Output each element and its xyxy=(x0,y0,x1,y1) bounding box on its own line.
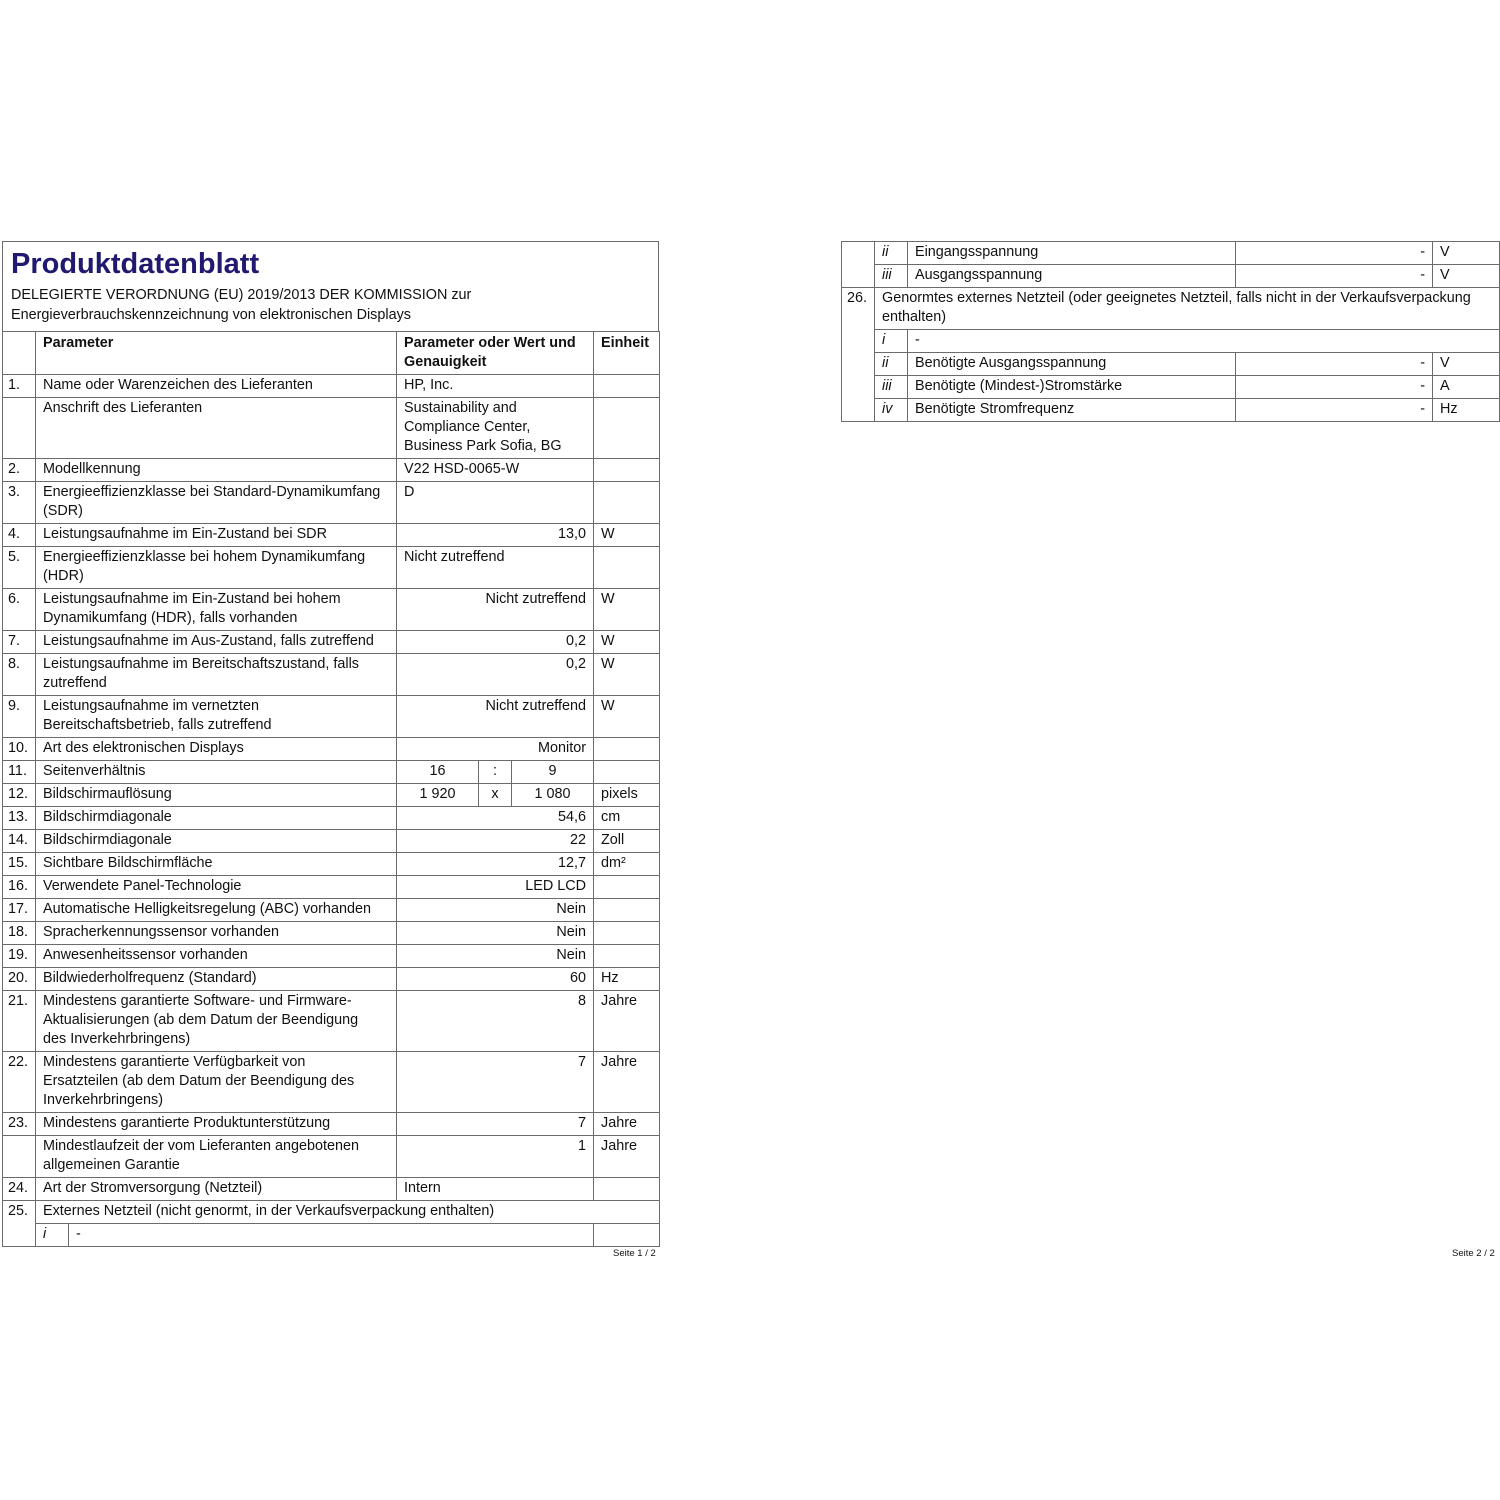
row-value-right: 1 080 xyxy=(512,784,594,807)
row-parameter xyxy=(875,288,1500,330)
table-row xyxy=(3,696,660,738)
table-row xyxy=(3,375,660,398)
table-row xyxy=(3,761,660,784)
row-unit: Jahre xyxy=(594,1136,660,1178)
row-parameter-line: Bildschirmauflösung xyxy=(43,786,172,802)
row-value-right: 9 xyxy=(512,761,594,784)
sub-value: - xyxy=(1236,265,1433,288)
subtitle-line: Energieverbrauchskennzeichnung von elektronischen Displays xyxy=(11,306,411,323)
row-parameter xyxy=(36,1178,397,1201)
row-parameter-line: zutreffend xyxy=(43,675,107,691)
row-value xyxy=(397,1052,594,1113)
row-parameter-line: Bildschirmdiagonale xyxy=(43,809,172,825)
title-box xyxy=(2,241,659,331)
row-value xyxy=(397,899,594,922)
row-unit: dm² xyxy=(594,853,660,876)
table-row xyxy=(3,830,660,853)
row-unit: Jahre xyxy=(594,1052,660,1113)
row-parameter-line: allgemeinen Garantie xyxy=(43,1157,180,1173)
row-parameter-line: Mindestlaufzeit der vom Lieferanten angebotenen xyxy=(43,1138,360,1154)
row-unit xyxy=(594,922,660,945)
row-value-line: 8 xyxy=(578,993,587,1009)
row-value xyxy=(397,830,594,853)
row-number: 4. xyxy=(3,524,36,547)
row-unit xyxy=(594,375,660,398)
row-value-line: Sustainability and xyxy=(404,400,517,416)
row-value xyxy=(397,589,594,631)
row-parameter xyxy=(36,738,397,761)
row-value xyxy=(397,459,594,482)
sub-value: - xyxy=(1236,353,1433,376)
sub-unit: V xyxy=(1433,242,1500,265)
row-unit xyxy=(594,899,660,922)
sub-index: iii xyxy=(875,265,908,288)
sub-index: i xyxy=(36,1224,69,1247)
row-value-line: Intern xyxy=(404,1180,441,1196)
row-value xyxy=(397,991,594,1052)
row-parameter-line: Name oder Warenzeichen des Lieferanten xyxy=(43,377,313,393)
row-value-line: Nicht zutreffend xyxy=(485,591,587,607)
row-parameter xyxy=(36,761,397,784)
table-row xyxy=(3,547,660,589)
row-parameter-line: Art der Stromversorgung (Netzteil) xyxy=(43,1180,263,1196)
row-number: 8. xyxy=(3,654,36,696)
row-number: 12. xyxy=(3,784,36,807)
row-parameter xyxy=(36,631,397,654)
row-number: 7. xyxy=(3,631,36,654)
row-unit: W xyxy=(594,524,660,547)
row-value-line: LED LCD xyxy=(525,878,587,894)
table-row xyxy=(3,899,660,922)
row-value-line: Nein xyxy=(556,901,587,917)
header-number-cell xyxy=(3,332,36,375)
table-row xyxy=(3,1224,660,1247)
row-parameter-line: Anschrift des Lieferanten xyxy=(43,400,203,416)
row-value xyxy=(397,738,594,761)
table-row xyxy=(3,945,660,968)
row-parameter-line: Leistungsaufnahme im vernetzten xyxy=(43,698,259,714)
table-row xyxy=(3,922,660,945)
row-value xyxy=(397,654,594,696)
row-parameter-line: Energieeffizienzklasse bei hohem Dynamikumfang xyxy=(43,549,366,565)
row-unit: pixels xyxy=(594,784,660,807)
sub-index: iv xyxy=(875,399,908,422)
row-parameter xyxy=(36,375,397,398)
row-value-line: Nicht zutreffend xyxy=(404,549,505,565)
header-value xyxy=(397,332,594,375)
row-value-line: 7 xyxy=(578,1054,587,1070)
row-parameter xyxy=(36,654,397,696)
row-parameter xyxy=(36,1113,397,1136)
row-parameter-line: Mindestens garantierte Verfügbarkeit von xyxy=(43,1054,306,1070)
table-row xyxy=(3,1052,660,1113)
table-row xyxy=(842,242,1500,265)
table-row xyxy=(3,853,660,876)
table-row xyxy=(3,968,660,991)
row-number: 11. xyxy=(3,761,36,784)
sub-unit: Hz xyxy=(1433,399,1500,422)
table-row xyxy=(3,1113,660,1136)
table-row xyxy=(842,376,1500,399)
sub-unit: V xyxy=(1433,265,1500,288)
row-parameter-line: Verwendete Panel-Technologie xyxy=(43,878,242,894)
row-value-line: 22 xyxy=(570,832,587,848)
row-parameter xyxy=(36,1136,397,1178)
row-parameter-line: Art des elektronischen Displays xyxy=(43,740,244,756)
row-number: 3. xyxy=(3,482,36,524)
row-parameter xyxy=(36,784,397,807)
row-unit: Zoll xyxy=(594,830,660,853)
row-unit: Jahre xyxy=(594,991,660,1052)
row-value xyxy=(397,876,594,899)
row-value xyxy=(397,1136,594,1178)
row-value-line: 12,7 xyxy=(558,855,587,871)
row-parameter-line: Ersatzteilen (ab dem Datum der Beendigung des xyxy=(43,1073,355,1089)
row-parameter-line: Leistungsaufnahme im Ein-Zustand bei hohem xyxy=(43,591,341,607)
row-value xyxy=(397,922,594,945)
row-unit: Hz xyxy=(594,968,660,991)
row-parameter xyxy=(36,589,397,631)
page-footer: Seite 2 / 2 xyxy=(1452,1248,1495,1259)
row-value xyxy=(397,945,594,968)
row-value xyxy=(397,631,594,654)
sub-unit: A xyxy=(1433,376,1500,399)
table-row xyxy=(3,398,660,459)
row-value-line: HP, Inc. xyxy=(404,377,454,393)
subtitle-line: DELEGIERTE VERORDNUNG (EU) 2019/2013 DER KOMMISSION zur xyxy=(11,287,472,303)
row-parameter xyxy=(36,899,397,922)
table-row xyxy=(3,459,660,482)
row-parameter-line: Automatische Helligkeitsregelung (ABC) vorhanden xyxy=(43,901,371,917)
row-value xyxy=(397,482,594,524)
row-value-line: Nicht zutreffend xyxy=(485,698,587,714)
sub-value: - xyxy=(69,1224,594,1247)
sub-index: i xyxy=(875,330,908,353)
row-parameter-line: Bildschirmdiagonale xyxy=(43,832,172,848)
row-number: 19. xyxy=(3,945,36,968)
row-parameter: Externes Netzteil (nicht genormt, in der Verkaufsverpackung enthalten) xyxy=(36,1201,660,1224)
row-unit xyxy=(594,945,660,968)
row-parameter-line: Mindestens garantierte Produktunterstützung xyxy=(43,1115,331,1131)
sub-index: ii xyxy=(875,242,908,265)
table-row xyxy=(842,288,1500,330)
table-row xyxy=(3,738,660,761)
row-parameter-line: Leistungsaufnahme im Aus-Zustand, falls zutreffend xyxy=(43,633,374,649)
row-value xyxy=(397,547,594,589)
row-value-line: Monitor xyxy=(538,740,587,756)
row-parameter-line: Energieeffizienzklasse bei Standard-Dynamikumfang xyxy=(43,484,381,500)
row-value-separator: x xyxy=(479,784,512,807)
row-parameter-line: Spracherkennungssensor vorhanden xyxy=(43,924,280,940)
row-number xyxy=(3,1136,36,1178)
row-parameter-line: Leistungsaufnahme im Ein-Zustand bei SDR xyxy=(43,526,327,542)
row-unit xyxy=(594,482,660,524)
row-parameter-line: Aktualisierungen (ab dem Datum der Beendigung xyxy=(43,1012,359,1028)
row-number: 9. xyxy=(3,696,36,738)
page-footer: Seite 1 / 2 xyxy=(613,1248,656,1259)
table-row xyxy=(3,991,660,1052)
header-parameter: Parameter xyxy=(36,332,397,375)
row-parameter xyxy=(36,1052,397,1113)
row-number: 15. xyxy=(3,853,36,876)
table-row xyxy=(3,589,660,631)
row-parameter-line: Dynamikumfang (HDR), falls vorhanden xyxy=(43,610,298,626)
row-number xyxy=(842,242,875,288)
page-title: Produktdatenblatt xyxy=(11,248,260,280)
row-value xyxy=(397,375,594,398)
row-unit: W xyxy=(594,654,660,696)
row-unit xyxy=(594,459,660,482)
row-parameter xyxy=(36,922,397,945)
row-unit: W xyxy=(594,631,660,654)
row-number: 23. xyxy=(3,1113,36,1136)
row-parameter-line: enthalten) xyxy=(882,309,947,325)
sub-value: - xyxy=(1236,242,1433,265)
row-unit xyxy=(594,1178,660,1201)
sub-label: Eingangsspannung xyxy=(908,242,1236,265)
row-parameter-line: Leistungsaufnahme im Bereitschaftszustand, falls xyxy=(43,656,359,672)
row-parameter xyxy=(36,991,397,1052)
table-row xyxy=(3,482,660,524)
sub-value: - xyxy=(908,330,1500,353)
row-parameter-line: Mindestens garantierte Software- und Firmware- xyxy=(43,993,352,1009)
header-value-line: Parameter oder Wert und xyxy=(404,335,576,351)
row-value-line: 13,0 xyxy=(558,526,587,542)
row-unit xyxy=(594,1224,660,1247)
row-unit xyxy=(594,876,660,899)
row-unit: W xyxy=(594,589,660,631)
table-row xyxy=(3,1201,660,1224)
row-parameter xyxy=(36,853,397,876)
table-row xyxy=(842,330,1500,353)
table-row xyxy=(3,524,660,547)
row-value-left: 1 920 xyxy=(397,784,479,807)
row-number: 6. xyxy=(3,589,36,631)
row-value-line: Compliance Center, xyxy=(404,419,531,435)
row-value-line: 60 xyxy=(570,970,587,986)
row-number: 26. xyxy=(842,288,875,422)
row-parameter xyxy=(36,945,397,968)
row-parameter-line: Modellkennung xyxy=(43,461,141,477)
row-unit xyxy=(594,547,660,589)
row-value xyxy=(397,524,594,547)
row-parameter-line: des Inverkehrbringens) xyxy=(43,1031,191,1047)
row-value-line: Nein xyxy=(556,924,587,940)
row-unit: W xyxy=(594,696,660,738)
row-number: 13. xyxy=(3,807,36,830)
row-value-line: D xyxy=(404,484,415,500)
row-value-line: 1 xyxy=(578,1138,587,1154)
row-value-left: 16 xyxy=(397,761,479,784)
table-row xyxy=(3,1178,660,1201)
row-number: 21. xyxy=(3,991,36,1052)
row-parameter-line: Bereitschaftsbetrieb, falls zutreffend xyxy=(43,717,272,733)
row-value xyxy=(397,1113,594,1136)
row-number: 25. xyxy=(3,1201,36,1247)
row-number xyxy=(3,398,36,459)
row-parameter xyxy=(36,968,397,991)
sub-index: iii xyxy=(875,376,908,399)
table-row xyxy=(842,399,1500,422)
datasheet-page-1 xyxy=(2,241,659,1247)
row-parameter xyxy=(36,807,397,830)
table-row xyxy=(842,265,1500,288)
table-row xyxy=(3,807,660,830)
row-parameter xyxy=(36,876,397,899)
row-value xyxy=(397,968,594,991)
power-supply-table xyxy=(841,241,1500,422)
table-row xyxy=(3,631,660,654)
row-value-line: Business Park Sofia, BG xyxy=(404,438,562,454)
row-number: 1. xyxy=(3,375,36,398)
row-value-line: 7 xyxy=(578,1115,587,1131)
row-number: 20. xyxy=(3,968,36,991)
sub-label: Benötigte Stromfrequenz xyxy=(908,399,1236,422)
row-parameter-line: Seitenverhältnis xyxy=(43,763,146,779)
row-parameter-line: Anwesenheitssensor vorhanden xyxy=(43,947,248,963)
table-row xyxy=(3,876,660,899)
header-value-line: Genauigkeit xyxy=(404,354,487,370)
row-unit: Jahre xyxy=(594,1113,660,1136)
row-number: 14. xyxy=(3,830,36,853)
row-parameter-line: Genormtes externes Netzteil (oder geeignetes Netzteil, falls nicht in der Verkaufsverpackung xyxy=(882,290,1471,306)
sub-value: - xyxy=(1236,376,1433,399)
row-number: 2. xyxy=(3,459,36,482)
row-parameter xyxy=(36,524,397,547)
row-parameter-line: Bildwiederholfrequenz (Standard) xyxy=(43,970,257,986)
sub-label: Benötigte (Mindest-)Stromstärke xyxy=(908,376,1236,399)
row-unit xyxy=(594,398,660,459)
row-number: 16. xyxy=(3,876,36,899)
row-value-line: V22 HSD-0065-W xyxy=(404,461,520,477)
table-header-row xyxy=(3,332,660,375)
table-row xyxy=(3,784,660,807)
sub-label: Ausgangsspannung xyxy=(908,265,1236,288)
row-parameter-line: Sichtbare Bildschirmfläche xyxy=(43,855,213,871)
row-unit: cm xyxy=(594,807,660,830)
sub-unit: V xyxy=(1433,353,1500,376)
row-parameter xyxy=(36,696,397,738)
sub-index: ii xyxy=(875,353,908,376)
table-row xyxy=(842,353,1500,376)
header-unit: Einheit xyxy=(594,332,660,375)
row-parameter-line: (HDR) xyxy=(43,568,84,584)
row-parameter xyxy=(36,547,397,589)
row-parameter-line: Inverkehrbringens) xyxy=(43,1092,163,1108)
row-parameter-line: (SDR) xyxy=(43,503,83,519)
row-unit xyxy=(594,738,660,761)
datasheet-page-2 xyxy=(841,241,1499,422)
sub-label: Benötigte Ausgangsspannung xyxy=(908,353,1236,376)
table-row xyxy=(3,1136,660,1178)
row-value-line: 54,6 xyxy=(558,809,587,825)
row-value-line: 0,2 xyxy=(566,656,587,672)
row-parameter xyxy=(36,398,397,459)
row-value xyxy=(397,807,594,830)
row-value-separator: : xyxy=(479,761,512,784)
row-number: 5. xyxy=(3,547,36,589)
regulation-subtitle xyxy=(11,286,650,325)
row-number: 18. xyxy=(3,922,36,945)
row-number: 17. xyxy=(3,899,36,922)
row-parameter xyxy=(36,459,397,482)
sub-value: - xyxy=(1236,399,1433,422)
row-value xyxy=(397,398,594,459)
row-value xyxy=(397,1178,594,1201)
product-data-table xyxy=(2,331,660,1247)
row-parameter xyxy=(36,482,397,524)
row-parameter xyxy=(36,830,397,853)
row-value-line: 0,2 xyxy=(566,633,587,649)
row-number: 10. xyxy=(3,738,36,761)
row-number: 22. xyxy=(3,1052,36,1113)
row-number: 24. xyxy=(3,1178,36,1201)
row-value xyxy=(397,853,594,876)
table-row xyxy=(3,654,660,696)
row-unit xyxy=(594,761,660,784)
row-value-line: Nein xyxy=(556,947,587,963)
row-value xyxy=(397,696,594,738)
